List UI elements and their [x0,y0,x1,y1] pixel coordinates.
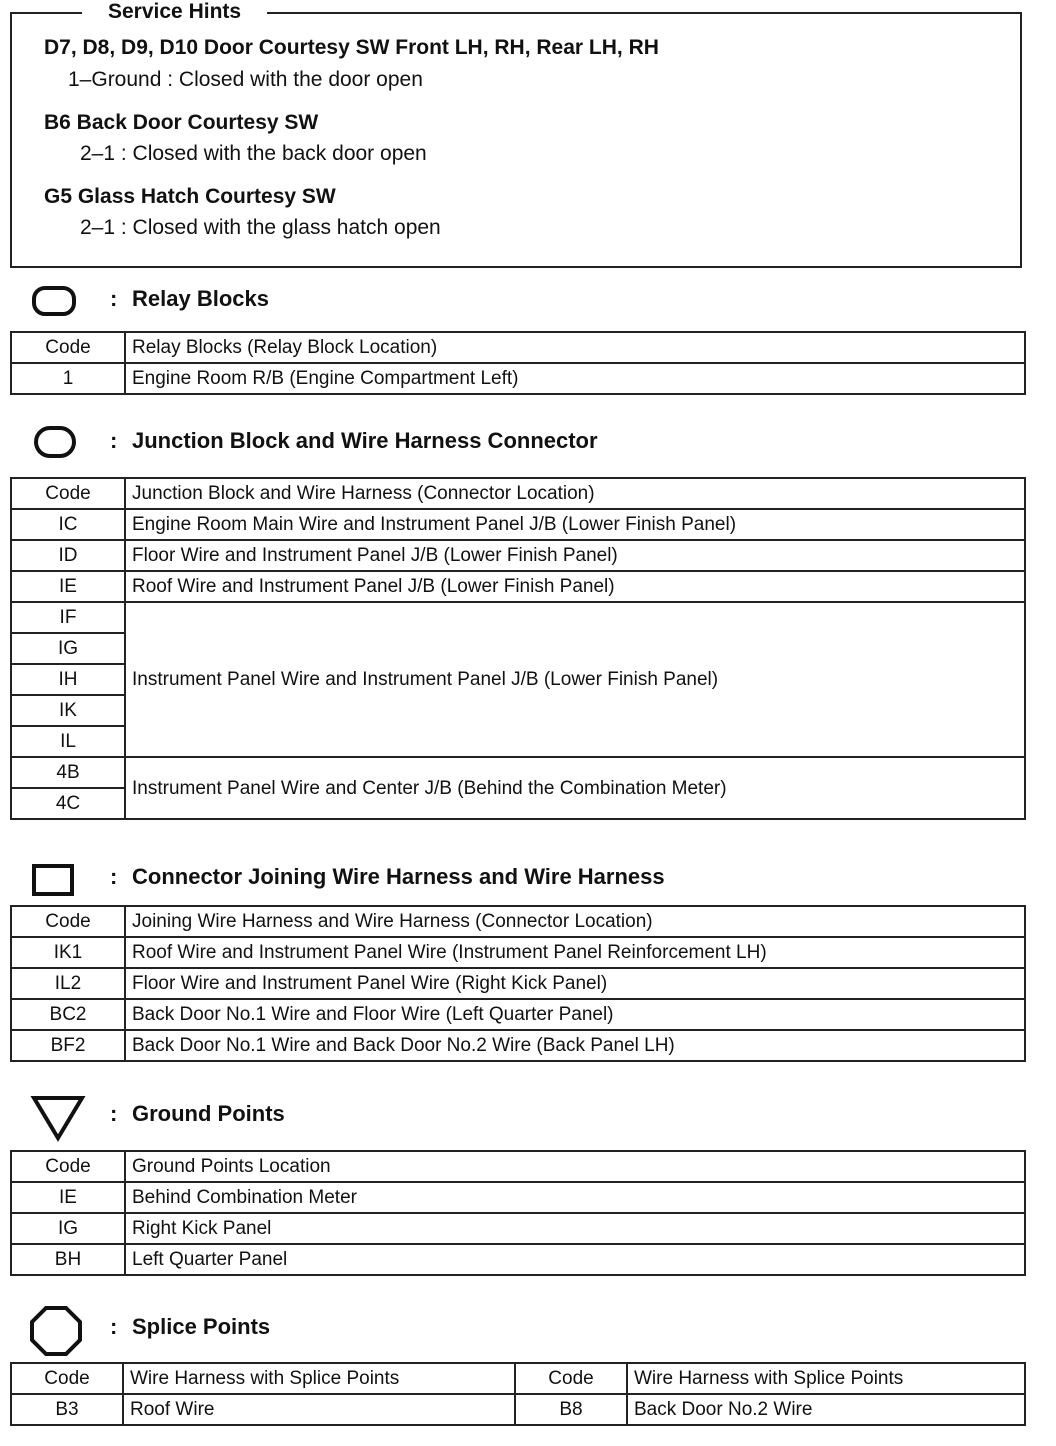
junction-block-table [10,477,1026,820]
hint-heading-glass-hatch: G5 Glass Hatch Courtesy SW [44,185,336,208]
table-row [11,1394,1025,1425]
hint-text-back-door: 2–1 : Closed with the back door open [80,142,427,165]
code-cell: IK1 [11,937,125,968]
table-row [11,1244,1025,1275]
table-header-row [11,906,1025,937]
table-header-row [11,332,1025,363]
table-row [11,1182,1025,1213]
table-row [11,757,1025,788]
table-row [11,1030,1025,1061]
table-row [11,363,1025,394]
location-cell: Right Kick Panel [125,1213,1025,1244]
code-cell: IF [11,602,125,633]
table-row [11,602,1025,633]
table-header-row [11,478,1025,509]
location-cell: Behind Combination Meter [125,1182,1025,1213]
code-cell: BF2 [11,1030,125,1061]
code-header: Code [11,906,125,937]
connector-joining-table [10,905,1026,1062]
ground-points-table [10,1150,1026,1276]
table-row [11,571,1025,602]
octagon-icon [28,1304,84,1358]
location-cell: Engine Room R/B (Engine Compartment Left) [125,363,1025,394]
code-header: Code [11,1151,125,1182]
wire-harness-header: Wire Harness with Splice Points [123,1363,515,1394]
code-header: Code [11,1363,123,1394]
wire-harness-header-2: Wire Harness with Splice Points [627,1363,1025,1394]
ground-points-title: : Ground Points [110,1101,285,1126]
code-cell: 1 [11,363,125,394]
location-cell: Left Quarter Panel [125,1244,1025,1275]
connector-joining-title: : Connector Joining Wire Harness and Wire Harness [110,864,665,889]
code-cell: IH [11,664,125,695]
oval-icon [30,424,80,462]
code-cell: IK [11,695,125,726]
code-cell: IE [11,1182,125,1213]
location-cell: Back Door No.1 Wire and Floor Wire (Left Quarter Panel) [125,999,1025,1030]
code-cell: IL2 [11,968,125,999]
square-icon [30,862,80,898]
code-cell: ID [11,540,125,571]
table-row [11,1213,1025,1244]
wire-harness-cell: Roof Wire [123,1394,515,1425]
table-row [11,509,1025,540]
location-header: Relay Blocks (Relay Block Location) [125,332,1025,363]
code-header: Code [11,478,125,509]
hint-text-glass-hatch: 2–1 : Closed with the glass hatch open [80,216,441,239]
code-cell: 4B [11,757,125,788]
hint-heading-back-door: B6 Back Door Courtesy SW [44,111,319,134]
location-cell: Floor Wire and Instrument Panel J/B (Lower Finish Panel) [125,540,1025,571]
splice-points-title: : Splice Points [110,1314,271,1339]
table-row [11,937,1025,968]
splice-points-table [10,1362,1026,1426]
relay-blocks-table [10,331,1026,395]
table-row [11,999,1025,1030]
service-hints-title: Service Hints [82,0,267,24]
location-cell: Back Door No.1 Wire and Back Door No.2 Wire (Back Panel LH) [125,1030,1025,1061]
location-header: Joining Wire Harness and Wire Harness (Connector Location) [125,906,1025,937]
location-header: Ground Points Location [125,1151,1025,1182]
table-row [11,968,1025,999]
wire-harness-cell-2: Back Door No.2 Wire [627,1394,1025,1425]
hint-text-door-courtesy: 1–Ground : Closed with the door open [68,68,423,91]
location-cell-merged: Instrument Panel Wire and Instrument Panel J/B (Lower Finish Panel) [125,602,1025,757]
location-cell: Floor Wire and Instrument Panel Wire (Right Kick Panel) [125,968,1025,999]
code-cell: IL [11,726,125,757]
code-cell: IG [11,1213,125,1244]
location-cell: Roof Wire and Instrument Panel Wire (Instrument Panel Reinforcement LH) [125,937,1025,968]
triangle-down-icon [28,1094,88,1144]
code-cell-2: B8 [515,1394,627,1425]
relay-blocks-title: : Relay Blocks [110,286,269,311]
code-header-2: Code [515,1363,627,1394]
table-header-row [11,1363,1025,1394]
hint-heading-door-courtesy: D7, D8, D9, D10 Door Courtesy SW Front LH, RH, Rear LH, RH [44,36,659,59]
code-cell: B3 [11,1394,123,1425]
rounded-rect-icon [30,284,80,320]
code-header: Code [11,332,125,363]
location-cell-merged: Instrument Panel Wire and Center J/B (Behind the Combination Meter) [125,757,1025,819]
code-cell: BH [11,1244,125,1275]
junction-block-title: : Junction Block and Wire Harness Connector [110,428,598,453]
code-cell: IE [11,571,125,602]
location-header: Junction Block and Wire Harness (Connector Location) [125,478,1025,509]
code-cell: BC2 [11,999,125,1030]
table-row [11,540,1025,571]
location-cell: Roof Wire and Instrument Panel J/B (Lower Finish Panel) [125,571,1025,602]
code-cell: 4C [11,788,125,819]
code-cell: IG [11,633,125,664]
location-cell: Engine Room Main Wire and Instrument Panel J/B (Lower Finish Panel) [125,509,1025,540]
table-header-row [11,1151,1025,1182]
code-cell: IC [11,509,125,540]
service-hints-box [10,0,1022,268]
